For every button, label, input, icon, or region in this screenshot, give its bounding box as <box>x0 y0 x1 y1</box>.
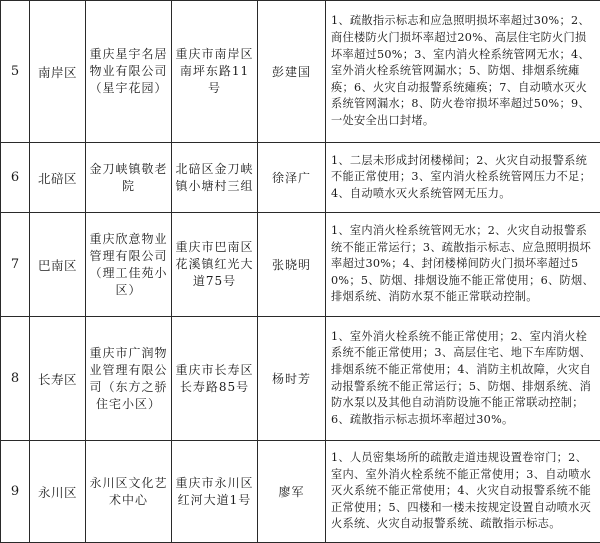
district-cell: 北碚区 <box>30 143 86 213</box>
table-row <box>1 143 600 213</box>
responsible-person-cell: 彭建国 <box>258 1 326 143</box>
row-number: 5 <box>1 1 30 143</box>
address-cell: 重庆市南岸区南坪东路11号 <box>172 1 258 143</box>
address-cell: 重庆市永川区红河大道1号 <box>172 441 258 543</box>
issues-cell: 1、二层未形成封闭楼梯间；2、火灾自动报警系统不能正常使用；3、室内消火栓系统管网压力不足；4、自动喷水灭火系统管网无压力。 <box>326 143 600 213</box>
issues-cell: 1、人员密集场所的疏散走道违规设置卷帘门；2、室内、室外消火栓系统不能正常使用；3、自动喷水灭火系统不能正常使用；4、火灾自动报警系统不能正常使用；5、四楼和一楼未按规定设置自动喷水灭火系统、火灾自动报警系统、疏散指示标志。 <box>326 441 600 543</box>
address-cell: 重庆市长寿区长寿路85号 <box>172 317 258 441</box>
address-cell: 重庆市巴南区花溪镇红光大道75号 <box>172 213 258 317</box>
issues-cell: 1、疏散指示标志和应急照明损坏率超过30%；2、商住楼防火门损坏率超过20%、高层住宅防火门损坏率超过50%；3、室内消火栓系统管网无水；4、室外消火栓系统管网漏水；5、防烟、排烟系统瘫痪；6、火灾自动报警系统瘫痪；7、自动喷水灭火系统管网漏水；8、防火卷帘损坏率超过50%；9、一处安全出口封堵。 <box>326 1 600 143</box>
district-cell: 长寿区 <box>30 317 86 441</box>
address-cell: 北碚区金刀峡镇小塘村三组 <box>172 143 258 213</box>
district-cell: 巴南区 <box>30 213 86 317</box>
table-row <box>1 441 600 543</box>
unit-name-cell: 重庆市广润物业管理有限公司（东方之骄住宅小区） <box>86 317 172 441</box>
row-number: 7 <box>1 213 30 317</box>
unit-name-cell: 永川区文化艺术中心 <box>86 441 172 543</box>
row-number: 6 <box>1 143 30 213</box>
responsible-person-cell: 杨时芳 <box>258 317 326 441</box>
issues-cell: 1、室内消火栓系统管网无水；2、火灾自动报警系统不能正常运行；3、疏散指示标志、应急照明损坏率超过30%；4、封闭楼梯间防火门损坏率超过50%；5、防烟、排烟设施不能正常使用；6、防烟、排烟系统、消防水泵不能正常联动控制。 <box>326 213 600 317</box>
table-row <box>1 213 600 317</box>
issues-cell: 1、室外消火栓系统不能正常使用；2、室内消火栓系统不能正常使用；3、高层住宅、地下车库防烟、排烟系统不能正常使用；4、消防主机故障，火灾自动报警系统不能正常运行；5、防烟、排烟系统、消防水泵以及其他自动消防设施不能正常联动控制；6、疏散指示标志损坏率超过30%。 <box>326 317 600 441</box>
unit-name-cell: 重庆星宇名居物业有限公司（星宇花园） <box>86 1 172 143</box>
district-cell: 永川区 <box>30 441 86 543</box>
row-number: 9 <box>1 441 30 543</box>
row-number: 8 <box>1 317 30 441</box>
table-row <box>1 317 600 441</box>
unit-name-cell: 重庆欣意物业管理有限公司（理工佳苑小区） <box>86 213 172 317</box>
responsible-person-cell: 廖军 <box>258 441 326 543</box>
responsible-person-cell: 张晓明 <box>258 213 326 317</box>
unit-name-cell: 金刀峡镇敬老院 <box>86 143 172 213</box>
responsible-person-cell: 徐泽广 <box>258 143 326 213</box>
table-row <box>1 1 600 143</box>
district-cell: 南岸区 <box>30 1 86 143</box>
